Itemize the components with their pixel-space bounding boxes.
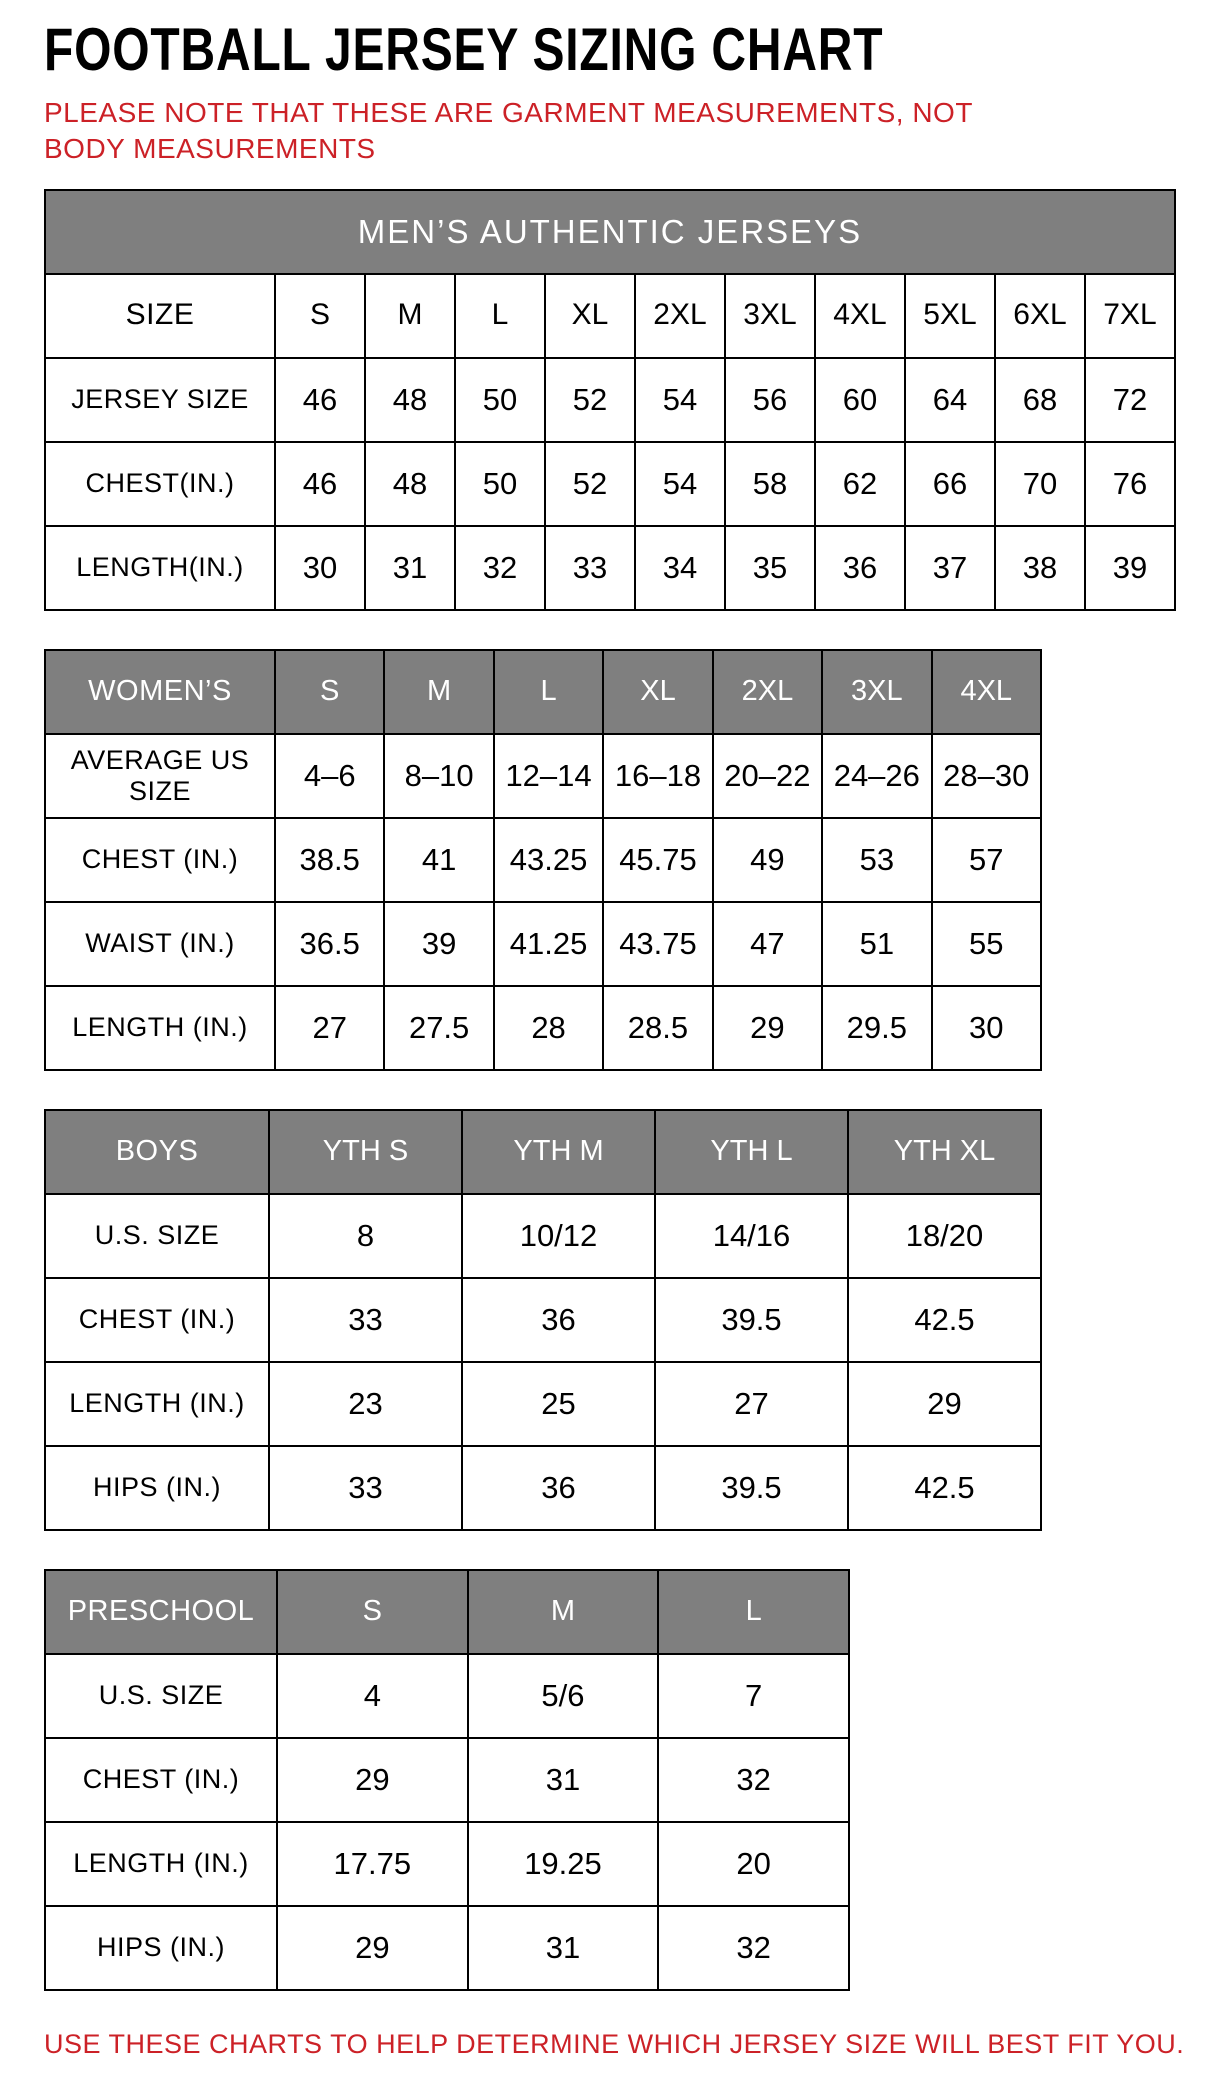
size-value-cell: 33 xyxy=(269,1446,462,1530)
size-value-cell: 25 xyxy=(462,1362,655,1446)
row-label: CHEST(IN.) xyxy=(45,442,275,526)
mens-table-section xyxy=(44,189,1180,611)
size-column-header: S xyxy=(275,274,365,358)
size-column-header: 7XL xyxy=(1085,274,1175,358)
table-row xyxy=(45,1906,849,1990)
row-label: LENGTH (IN.) xyxy=(45,986,275,1070)
size-value-cell: 64 xyxy=(905,358,995,442)
row-label: CHEST (IN.) xyxy=(45,1738,277,1822)
size-value-cell: 32 xyxy=(658,1906,849,1990)
size-value-cell: 48 xyxy=(365,358,455,442)
size-column-header: YTH M xyxy=(462,1110,655,1194)
size-value-cell: 7 xyxy=(658,1654,849,1738)
size-value-cell: 42.5 xyxy=(848,1446,1041,1530)
size-column-header: YTH S xyxy=(269,1110,462,1194)
size-value-cell: 23 xyxy=(269,1362,462,1446)
table-banner-row xyxy=(45,190,1175,274)
size-column-header: M xyxy=(365,274,455,358)
table-row xyxy=(45,1446,1041,1530)
size-value-cell: 32 xyxy=(455,526,545,610)
size-value-cell: 42.5 xyxy=(848,1278,1041,1362)
womens-table-section xyxy=(44,649,1180,1071)
table-row xyxy=(45,358,1175,442)
size-value-cell: 52 xyxy=(545,442,635,526)
size-value-cell: 28.5 xyxy=(603,986,712,1070)
size-value-cell: 60 xyxy=(815,358,905,442)
table-row xyxy=(45,1278,1041,1362)
size-value-cell: 41 xyxy=(384,818,493,902)
size-value-cell: 39.5 xyxy=(655,1446,848,1530)
size-value-cell: 31 xyxy=(468,1906,659,1990)
size-value-cell: 39.5 xyxy=(655,1278,848,1362)
boys-table-section xyxy=(44,1109,1180,1531)
size-value-cell: 36 xyxy=(462,1278,655,1362)
mens-size-table xyxy=(44,189,1176,611)
table-row xyxy=(45,1738,849,1822)
size-value-cell: 54 xyxy=(635,358,725,442)
size-column-header: L xyxy=(455,274,545,358)
table-header-row xyxy=(45,650,1041,734)
size-value-cell: 31 xyxy=(365,526,455,610)
size-column-header: 4XL xyxy=(932,650,1041,734)
size-value-cell: 56 xyxy=(725,358,815,442)
size-value-cell: 5/6 xyxy=(468,1654,659,1738)
size-value-cell: 35 xyxy=(725,526,815,610)
size-value-cell: 55 xyxy=(932,902,1041,986)
row-label: AVERAGE US SIZE xyxy=(45,734,275,818)
table-row xyxy=(45,442,1175,526)
table-row xyxy=(45,526,1175,610)
size-value-cell: 50 xyxy=(455,358,545,442)
size-column-header: 5XL xyxy=(905,274,995,358)
table-label-header: PRESCHOOL xyxy=(45,1570,277,1654)
size-value-cell: 20–22 xyxy=(713,734,822,818)
row-label: U.S. SIZE xyxy=(45,1654,277,1738)
size-value-cell: 28–30 xyxy=(932,734,1041,818)
size-value-cell: 33 xyxy=(269,1278,462,1362)
size-value-cell: 8 xyxy=(269,1194,462,1278)
size-value-cell: 58 xyxy=(725,442,815,526)
sizing-tables-container xyxy=(44,189,1180,1991)
size-value-cell: 66 xyxy=(905,442,995,526)
size-value-cell: 17.75 xyxy=(277,1822,468,1906)
size-value-cell: 36 xyxy=(815,526,905,610)
row-label: HIPS (IN.) xyxy=(45,1906,277,1990)
table-header-row xyxy=(45,1570,849,1654)
size-value-cell: 38.5 xyxy=(275,818,384,902)
row-label: WAIST (IN.) xyxy=(45,902,275,986)
row-label: LENGTH(IN.) xyxy=(45,526,275,610)
size-value-cell: 27.5 xyxy=(384,986,493,1070)
size-value-cell: 29 xyxy=(848,1362,1041,1446)
table-header-row xyxy=(45,1110,1041,1194)
size-column-header: 3XL xyxy=(822,650,931,734)
size-column-header: M xyxy=(468,1570,659,1654)
size-column-header: L xyxy=(494,650,603,734)
size-value-cell: 29 xyxy=(277,1738,468,1822)
size-value-cell: 20 xyxy=(658,1822,849,1906)
row-label: HIPS (IN.) xyxy=(45,1446,269,1530)
size-value-cell: 48 xyxy=(365,442,455,526)
size-value-cell: 38 xyxy=(995,526,1085,610)
mens-table-banner: MEN’S AUTHENTIC JERSEYS xyxy=(45,190,1175,274)
size-value-cell: 24–26 xyxy=(822,734,931,818)
table-row xyxy=(45,1362,1041,1446)
row-label: LENGTH (IN.) xyxy=(45,1362,269,1446)
size-value-cell: 39 xyxy=(384,902,493,986)
table-label-header: SIZE xyxy=(45,274,275,358)
size-value-cell: 16–18 xyxy=(603,734,712,818)
size-value-cell: 29 xyxy=(713,986,822,1070)
table-row xyxy=(45,1822,849,1906)
size-value-cell: 54 xyxy=(635,442,725,526)
size-value-cell: 29 xyxy=(277,1906,468,1990)
size-value-cell: 62 xyxy=(815,442,905,526)
table-row xyxy=(45,1654,849,1738)
size-value-cell: 4 xyxy=(277,1654,468,1738)
size-value-cell: 70 xyxy=(995,442,1085,526)
table-row xyxy=(45,986,1041,1070)
size-value-cell: 4–6 xyxy=(275,734,384,818)
preschool-size-table xyxy=(44,1569,850,1991)
row-label: JERSEY SIZE xyxy=(45,358,275,442)
page-title: FOOTBALL JERSEY SIZING CHART xyxy=(44,16,884,83)
size-value-cell: 10/12 xyxy=(462,1194,655,1278)
size-column-header: 4XL xyxy=(815,274,905,358)
size-column-header: L xyxy=(658,1570,849,1654)
row-label: CHEST (IN.) xyxy=(45,1278,269,1362)
size-value-cell: 47 xyxy=(713,902,822,986)
row-label: CHEST (IN.) xyxy=(45,818,275,902)
size-column-header: S xyxy=(277,1570,468,1654)
boys-size-table xyxy=(44,1109,1042,1531)
size-value-cell: 50 xyxy=(455,442,545,526)
size-column-header: XL xyxy=(545,274,635,358)
table-row xyxy=(45,1194,1041,1278)
footer-note: USE THESE CHARTS TO HELP DETERMINE WHICH JERSEY SIZE WILL BEST FIT YOU. xyxy=(44,2028,1185,2059)
table-row xyxy=(45,818,1041,902)
size-value-cell: 14/16 xyxy=(655,1194,848,1278)
size-column-header: S xyxy=(275,650,384,734)
size-value-cell: 8–10 xyxy=(384,734,493,818)
size-value-cell: 32 xyxy=(658,1738,849,1822)
size-column-header: 2XL xyxy=(635,274,725,358)
size-column-header: 2XL xyxy=(713,650,822,734)
table-row xyxy=(45,902,1041,986)
size-value-cell: 31 xyxy=(468,1738,659,1822)
size-value-cell: 28 xyxy=(494,986,603,1070)
size-value-cell: 68 xyxy=(995,358,1085,442)
size-value-cell: 30 xyxy=(932,986,1041,1070)
table-label-header: WOMEN’S xyxy=(45,650,275,734)
size-column-header: YTH XL xyxy=(848,1110,1041,1194)
table-label-header: BOYS xyxy=(45,1110,269,1194)
size-value-cell: 57 xyxy=(932,818,1041,902)
size-value-cell: 43.25 xyxy=(494,818,603,902)
size-value-cell: 49 xyxy=(713,818,822,902)
preschool-table-section xyxy=(44,1569,1180,1991)
size-value-cell: 18/20 xyxy=(848,1194,1041,1278)
size-value-cell: 34 xyxy=(635,526,725,610)
size-value-cell: 27 xyxy=(275,986,384,1070)
size-column-header: XL xyxy=(603,650,712,734)
size-column-header: M xyxy=(384,650,493,734)
size-value-cell: 36.5 xyxy=(275,902,384,986)
size-value-cell: 19.25 xyxy=(468,1822,659,1906)
size-column-header: YTH L xyxy=(655,1110,848,1194)
size-value-cell: 76 xyxy=(1085,442,1175,526)
size-value-cell: 45.75 xyxy=(603,818,712,902)
size-value-cell: 53 xyxy=(822,818,931,902)
size-value-cell: 29.5 xyxy=(822,986,931,1070)
size-value-cell: 36 xyxy=(462,1446,655,1530)
size-value-cell: 37 xyxy=(905,526,995,610)
table-header-row xyxy=(45,274,1175,358)
size-column-header: 3XL xyxy=(725,274,815,358)
size-value-cell: 12–14 xyxy=(494,734,603,818)
table-row xyxy=(45,734,1041,818)
size-value-cell: 27 xyxy=(655,1362,848,1446)
size-column-header: 6XL xyxy=(995,274,1085,358)
size-value-cell: 46 xyxy=(275,442,365,526)
size-value-cell: 51 xyxy=(822,902,931,986)
size-value-cell: 39 xyxy=(1085,526,1175,610)
size-value-cell: 33 xyxy=(545,526,635,610)
size-value-cell: 52 xyxy=(545,358,635,442)
size-value-cell: 43.75 xyxy=(603,902,712,986)
size-value-cell: 30 xyxy=(275,526,365,610)
size-value-cell: 72 xyxy=(1085,358,1175,442)
size-value-cell: 41.25 xyxy=(494,902,603,986)
womens-size-table xyxy=(44,649,1042,1071)
garment-measurements-note: PLEASE NOTE THAT THESE ARE GARMENT MEASUREMENTS, NOT BODY MEASUREMENTS xyxy=(44,97,973,164)
row-label: LENGTH (IN.) xyxy=(45,1822,277,1906)
size-value-cell: 46 xyxy=(275,358,365,442)
row-label: U.S. SIZE xyxy=(45,1194,269,1278)
